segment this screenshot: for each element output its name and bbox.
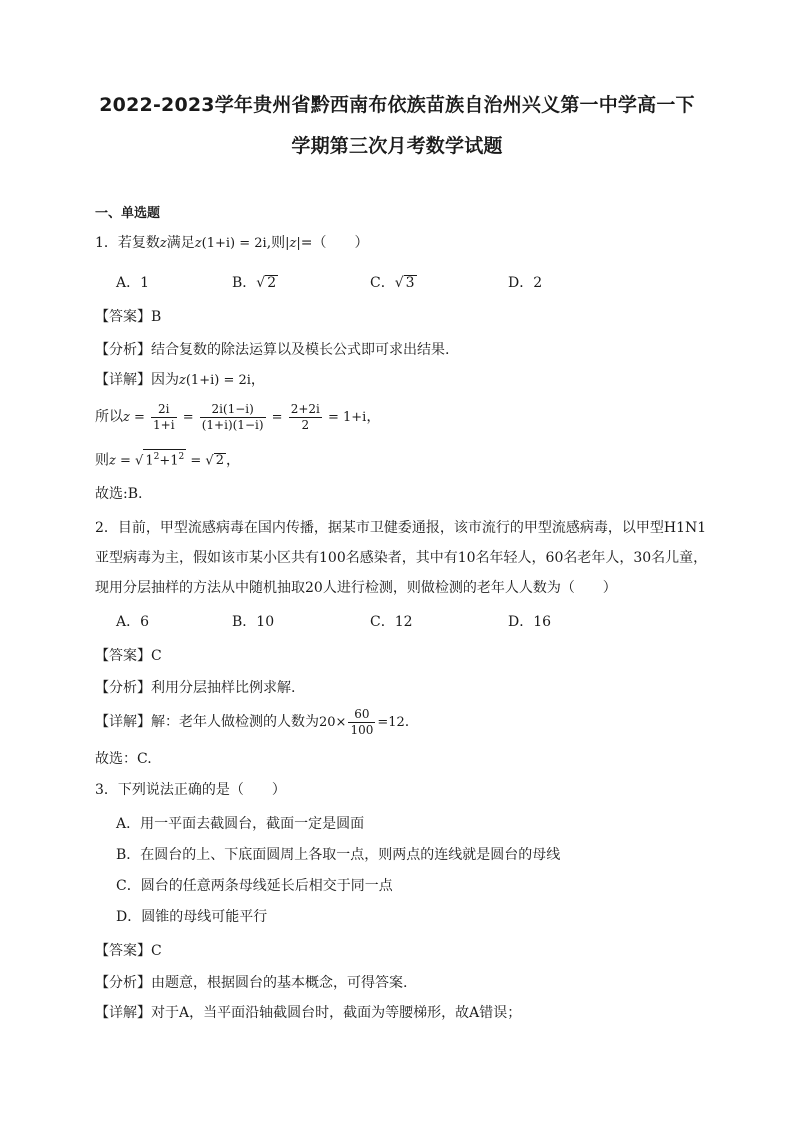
q2-conclusion: 故选：C.	[95, 751, 152, 767]
document-title-line1: 2022-2023学年贵州省黔西南布依族苗族自治州兴义第一中学高一下	[99, 94, 695, 116]
q2-detail: 【详解】解：老年人做检测的人数为20× $\frac{60}{100}$ =12.	[95, 706, 410, 737]
q2-answer: 【答案】C	[95, 648, 162, 664]
document-title-line2: 学期第三次月考数学试题	[291, 135, 503, 157]
q1-detail-step1: 【详解】因为z(1+i) = 2i，	[95, 372, 265, 388]
q3-stem: 3．下列说法正确的是（ ）	[95, 782, 286, 798]
q2-stem-line2: 亚型病毒为主，假如该市某小区共有100名感染者，其中有10名年轻人，60名老年人，30名儿童，	[95, 550, 708, 566]
q2-stem-line1: 2．目前，甲型流感病毒在国内传播，据某市卫健委通报，该市流行的甲型流感病毒，以甲型H1N1	[95, 520, 707, 536]
q3-analysis: 【分析】由题意，根据圆台的基本概念，可得答案.	[95, 975, 408, 991]
q3-detail: 【详解】对于A，当平面沿轴截圆台时，截面为等腰梯形，故A错误；	[95, 1005, 522, 1021]
q3-option-a: A．用一平面去截圆台，截面一定是圆面	[116, 816, 365, 832]
q2-option-a: A．6	[116, 614, 150, 630]
q1-option-a: A．1	[116, 275, 150, 291]
q1-option-d: D．2	[508, 275, 543, 291]
q1-option-c: C．√ 3	[370, 275, 415, 291]
q1-detail-step3: 则z = √ $1^2+1^2$ = √ 2 ，	[95, 449, 240, 471]
q3-option-d: D．圆锥的母线可能平行	[116, 909, 268, 925]
q3-option-c: C．圆台的任意两条母线延长后相交于同一点	[116, 878, 393, 894]
q2-option-c: C．12	[370, 614, 413, 630]
q1-detail-step2: 所以z = $\frac{2i}{1+i}$ = $\frac{2i(1-i)}{(1+i)(1-i)}$ = $\frac{2+2i}{2}$ = 1+i，	[95, 401, 381, 432]
q1-option-b: B．√ 2	[232, 275, 277, 291]
q2-analysis: 【分析】利用分层抽样比例求解.	[95, 680, 296, 696]
q1-stem: 1．若复数z满足z(1+i) = 2i,则|z|=（ ）	[95, 235, 369, 251]
q3-option-b: B．在圆台的上、下底面圆周上各取一点，则两点的连线就是圆台的母线	[116, 847, 561, 863]
section-heading: 一、单选题	[95, 206, 161, 221]
q3-answer: 【答案】C	[95, 943, 162, 959]
q1-conclusion: 故选:B.	[95, 486, 143, 502]
q1-analysis: 【分析】结合复数的除法运算以及模长公式即可求出结果.	[95, 342, 450, 358]
q1-answer: 【答案】B	[95, 309, 162, 325]
q2-stem-line3: 现用分层抽样的方法从中随机抽取20人进行检测，则做检测的老年人人数为（ ）	[95, 580, 617, 596]
q2-option-b: B．10	[232, 614, 275, 630]
q2-option-d: D．16	[508, 614, 552, 630]
